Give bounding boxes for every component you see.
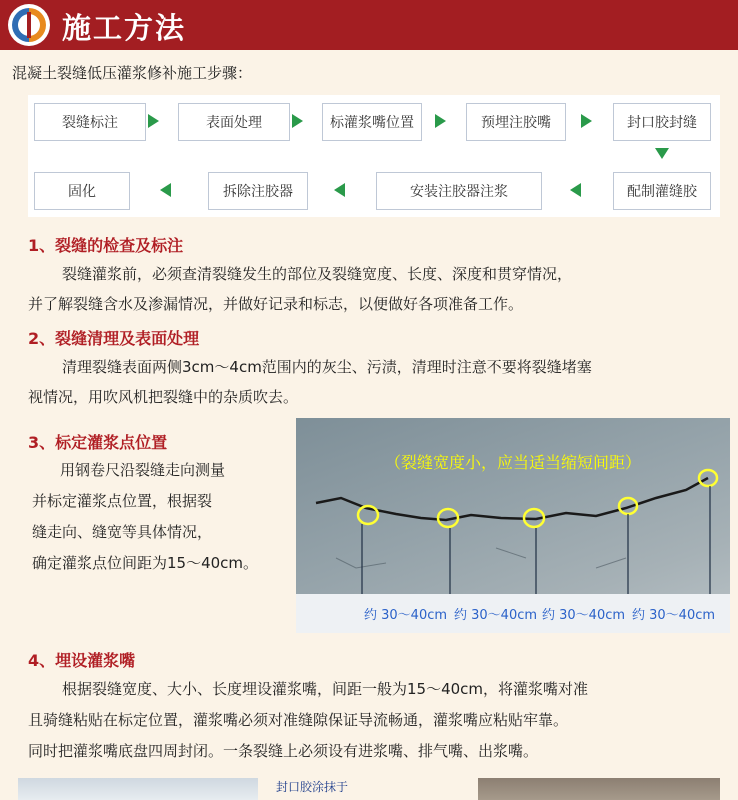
photo-caption: （裂缝宽度小，应当适当缩短间距） (384, 453, 641, 472)
flow-step-1: 裂缝标注 (34, 103, 146, 141)
flow-step-5: 封口胶封缝 (613, 103, 711, 141)
section-3-line-4: 确定灌浆点位间距为15～40cm。 (32, 554, 259, 572)
flow-step-7: 安装注胶器注浆 (376, 172, 542, 210)
flow-step-8: 拆除注胶器 (208, 172, 308, 210)
page-title: 施工方法 (62, 11, 187, 45)
section-2-line-2: 视情况，用吹风机把裂缝中的杂质吹去。 (28, 388, 299, 406)
section-title-1: 1、裂缝的检查及标注 (28, 236, 184, 255)
section-3-line-3: 缝走向、缝宽等具体情况， (32, 523, 213, 541)
process-flowchart (28, 95, 720, 217)
section-2-line-1: 清理裂缝表面两侧3cm～4cm范围内的灰尘、污渍，清理时注意不要将裂缝堵塞 (62, 358, 592, 376)
section-4-line-3: 同时把灌浆嘴底盘四周封闭。一条裂缝上必须设有进浆嘴、排气嘴、出浆嘴。 (28, 742, 539, 760)
flow-arrow-right-icon (581, 114, 592, 128)
flow-arrow-down-icon (655, 148, 669, 159)
flow-step-3: 标灌浆嘴位置 (322, 103, 422, 141)
crack-photo (296, 418, 730, 633)
section-1-line-1: 裂缝灌浆前，必须查清裂缝发生的部位及裂缝宽度、长度、深度和贯穿情况， (62, 265, 573, 283)
section-title-2: 2、裂缝清理及表面处理 (28, 329, 200, 348)
section-1-line-2: 并了解裂缝含水及渗漏情况，并做好记录和标志，以便做好各项准备工作。 (28, 295, 524, 313)
flow-arrow-right-icon (148, 114, 159, 128)
spacing-label-4: 约 30～40cm (632, 608, 716, 623)
flow-arrow-left-icon (160, 183, 171, 197)
header-bar (0, 0, 738, 50)
bottom-photo-left (18, 778, 258, 800)
flow-step-6: 配制灌缝胶 (613, 172, 711, 210)
flow-arrow-right-icon (435, 114, 446, 128)
company-logo-icon (8, 4, 50, 46)
section-4-line-2: 且骑缝粘贴在标定位置，灌浆嘴必须对准缝隙保证导流畅通，灌浆嘴应粘贴牢靠。 (28, 711, 569, 729)
flow-arrow-left-icon (334, 183, 345, 197)
flow-arrow-left-icon (570, 183, 581, 197)
flow-step-4: 预埋注胶嘴 (466, 103, 566, 141)
section-title-3: 3、标定灌浆点位置 (28, 433, 168, 452)
section-4-line-1: 根据裂缝宽度、大小、长度埋设灌浆嘴，间距一般为15～40cm，将灌浆嘴对准 (62, 680, 589, 698)
spacing-label-3: 约 30～40cm (542, 608, 626, 623)
intro-text: 混凝土裂缝低压灌浆修补施工步骤： (12, 64, 253, 82)
flow-arrow-right-icon (292, 114, 303, 128)
spacing-label-2: 约 30～40cm (454, 608, 538, 623)
section-title-4: 4、埋设灌浆嘴 (28, 651, 136, 670)
spacing-label-1: 约 30～40cm (364, 608, 448, 623)
section-3-line-1: 用钢卷尺沿裂缝走向测量 (60, 461, 226, 479)
flow-step-2: 表面处理 (178, 103, 290, 141)
bottom-caption: 封口胶涂抹于 (276, 780, 349, 794)
bottom-photo-right (478, 778, 720, 800)
section-3-line-2: 并标定灌浆点位置，根据裂 (32, 492, 213, 510)
flow-step-9: 固化 (34, 172, 130, 210)
